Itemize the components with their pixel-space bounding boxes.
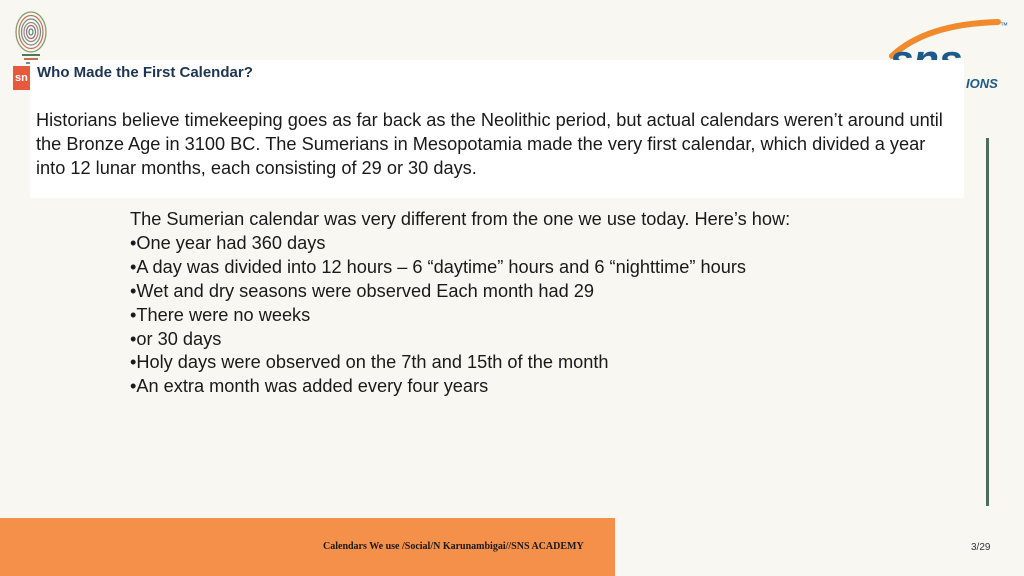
list-item (130, 351, 910, 375)
sns-logo-tm: ™ (1000, 21, 1008, 30)
bullet-glyph: • (130, 280, 137, 301)
sns-logo-subtext: IONS (966, 76, 998, 91)
details-block (130, 208, 910, 399)
page-title: Who Made the First Calendar? (37, 64, 253, 81)
vertical-divider (986, 138, 989, 506)
bullet-glyph: • (130, 376, 137, 397)
list-item-text: There were no weeks (136, 304, 311, 325)
list-item (130, 375, 910, 399)
list-item-text: or 30 days (136, 328, 222, 349)
bullet-glyph: • (130, 304, 137, 325)
footer-text: Calendars We use /Social/N Karunambigai//SNS ACADEMY (323, 541, 584, 552)
list-item (130, 304, 910, 328)
list-item (130, 328, 910, 352)
bullet-list (130, 232, 910, 399)
list-item-text: An extra month was added every four years (136, 376, 489, 397)
details-lead: The Sumerian calendar was very different from the one we use today. Here’s how: (130, 209, 791, 229)
bullet-glyph: • (130, 256, 137, 277)
bullet-glyph: • (130, 328, 137, 349)
list-item-text: Wet and dry seasons were observed Each month had 29 (136, 280, 595, 301)
list-item-text: One year had 360 days (136, 232, 326, 253)
sn-badge-logo: sn (13, 66, 33, 90)
list-item (130, 280, 910, 304)
intro-paragraph: Historians believe timekeeping goes as far back as the Neolithic period, but actual calendars weren’t around until the Bronze Age in 3100 BC. The Sumerians in Mesopotamia made the very first calendar, which divided a year into 12 lunar months, each consisting of 29 or 30 days. (36, 110, 943, 178)
list-item-text: Holy days were observed on the 7th and 15th of the month (136, 352, 609, 373)
bullet-glyph: • (130, 352, 137, 373)
list-item (130, 256, 910, 280)
fingerprint-logo-icon (14, 10, 48, 66)
page-number: 3/29 (971, 542, 991, 553)
list-item (130, 232, 910, 256)
bullet-glyph: • (130, 232, 137, 253)
list-item-text: A day was divided into 12 hours – 6 “daytime” hours and 6 “nighttime” hours (136, 256, 746, 277)
